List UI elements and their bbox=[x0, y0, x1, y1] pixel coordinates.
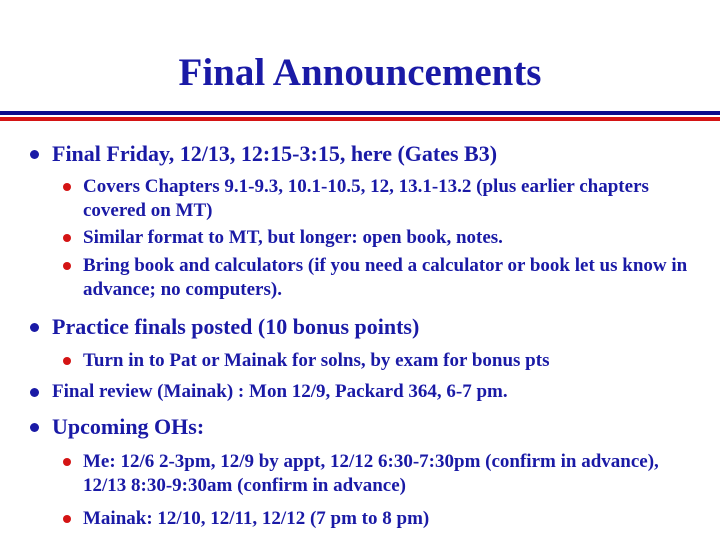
sub-bullet-dot-icon bbox=[63, 515, 71, 523]
bullet-text: Final Friday, 12/13, 12:15-3:15, here (Gates B3) bbox=[52, 141, 498, 166]
bullet-item-final-friday bbox=[52, 141, 692, 167]
sub-bullet-dot-icon bbox=[63, 234, 71, 242]
bullet-item-practice-finals bbox=[52, 314, 692, 340]
title-rule-red bbox=[0, 117, 720, 121]
sub-bullet-dot-icon bbox=[63, 458, 71, 466]
bullet-dot-icon bbox=[30, 423, 39, 432]
sub-bullet-item-mainak-hours bbox=[83, 507, 703, 531]
bullet-dot-icon bbox=[30, 150, 39, 159]
bullet-text: Practice finals posted (10 bonus points) bbox=[52, 314, 420, 339]
sub-bullet-dot-icon bbox=[63, 357, 71, 365]
sub-bullet-item-turn-in bbox=[83, 349, 703, 373]
sub-bullet-item-bring-book bbox=[83, 254, 703, 302]
bullet-dot-icon bbox=[30, 388, 39, 397]
sub-bullet-dot-icon bbox=[63, 262, 71, 270]
sub-bullet-item-me-hours bbox=[83, 450, 703, 498]
sub-bullet-text: Similar format to MT, but longer: open book, notes. bbox=[83, 227, 503, 248]
sub-bullet-dot-icon bbox=[63, 183, 71, 191]
bullet-text: Upcoming OHs: bbox=[52, 414, 205, 439]
slide-title: Final Announcements bbox=[178, 51, 542, 94]
sub-bullet-item-format bbox=[83, 226, 703, 250]
sub-bullet-text: Bring book and calculators (if you need a calculator or book let us know in advance; no computers). bbox=[83, 255, 688, 300]
bullet-text: Final review (Mainak) : Mon 12/9, Packard 364, 6-7 pm. bbox=[52, 381, 508, 402]
sub-bullet-item-chapters bbox=[83, 175, 703, 223]
bullet-dot-icon bbox=[30, 323, 39, 332]
sub-bullet-text: Me: 12/6 2-3pm, 12/9 by appt, 12/12 6:30-7:30pm (confirm in advance), 12/13 8:30-9:30am (confirm in advance) bbox=[83, 451, 659, 496]
sub-bullet-text: Mainak: 12/10, 12/11, 12/12 (7 pm to 8 pm) bbox=[83, 508, 430, 529]
sub-bullet-text: Turn in to Pat or Mainak for solns, by exam for bonus pts bbox=[83, 350, 550, 371]
bullet-item-upcoming-ohs bbox=[52, 414, 692, 440]
sub-bullet-text: Covers Chapters 9.1-9.3, 10.1-10.5, 12, 13.1-13.2 (plus earlier chapters covered on MT) bbox=[83, 176, 649, 221]
bullet-item-final-review bbox=[52, 380, 692, 404]
